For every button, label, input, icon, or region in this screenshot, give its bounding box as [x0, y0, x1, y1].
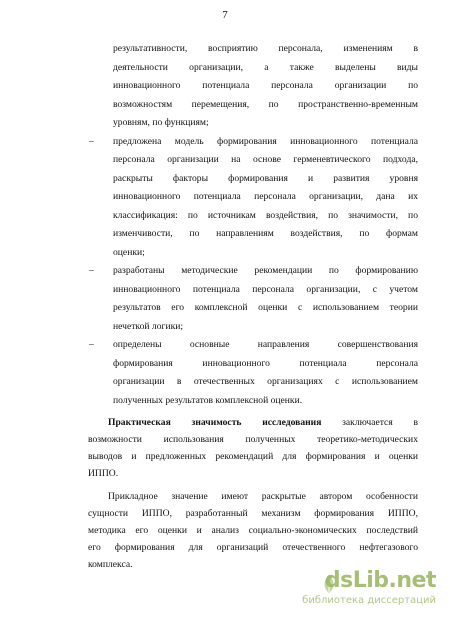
practical-significance-heading: Практическая значимость исследования: [108, 417, 322, 428]
text-line: формирования инновационного потенциала персонала: [113, 357, 418, 369]
text-line: его формирования для организаций отечественного нефтегазового: [88, 542, 418, 553]
document-body: [0, 40, 450, 573]
text-line: деятельности организации, а также выделены виды: [113, 61, 418, 73]
bullet-item: [89, 133, 418, 263]
text-line: сущности ИППО, разработанный механизм формирования ИППО,: [88, 508, 418, 519]
watermark-logo: dsLib.net: [324, 568, 436, 593]
text-fragment: заключается в: [342, 417, 418, 428]
text-line: предложена модель формирования инновационного потенциала: [113, 135, 418, 147]
text-line: полученных результатов комплексной оценки.: [113, 394, 303, 406]
text-line: раскрыты факторы формирования и развития уровня: [113, 172, 418, 184]
watermark-subtitle: библиотека диссертаций: [302, 595, 436, 606]
bullet-item: [89, 262, 418, 336]
bullet-item: [113, 40, 418, 133]
text-line: выводов и предложенных рекомендаций для формирования и оценки: [88, 451, 418, 462]
text-line: ИППО.: [88, 468, 119, 479]
text-line: возможности использования полученных теоретико-методических: [88, 434, 418, 445]
practical-significance-paragraph: [88, 414, 418, 482]
text-line: Прикладное значение имеют раскрытые автором особенности: [108, 491, 418, 502]
page-number: 7: [222, 9, 228, 21]
text-line: инновационного потенциала персонала организации, дана их: [113, 191, 418, 202]
text-line: персонала организации на основе герменевтического подхода,: [113, 154, 418, 165]
text-line: возможностям перемещения, по пространственно-временным: [113, 98, 418, 110]
bullet-item: [89, 336, 418, 410]
text-line: инновационного потенциала персонала организации по: [113, 80, 418, 91]
text-line: результатов его комплексной оценки с использованием теории: [113, 302, 418, 313]
text-line: оценки;: [113, 246, 145, 258]
applied-value-paragraph: [88, 488, 418, 573]
text-line: разработаны методические рекомендации по формированию: [113, 265, 418, 276]
text-line: инновационного потенциала персонала организации, с учетом: [113, 283, 418, 295]
text-line: изменчивости, по направлениям воздействия, по формам: [113, 228, 418, 239]
text-line: нечеткой логики;: [113, 320, 184, 332]
watermark: [246, 568, 436, 608]
text-line: организации в отечественных организациях с использованием: [113, 376, 418, 387]
bullet-dash: –: [89, 135, 94, 147]
text-line: определены основные направления совершенствования: [113, 339, 418, 350]
text-line: классификация: по источникам воздействия, по значимости, по: [113, 209, 418, 221]
text-line: [88, 414, 418, 431]
text-line: методика его оценки и анализ социально-экономических последствий: [88, 525, 418, 536]
bullet-dash: –: [89, 265, 94, 276]
text-line: уровням, по функциям;: [113, 117, 209, 128]
text-line: результативности, восприятию персонала, изменениям в: [113, 43, 418, 54]
text-line: комплекса.: [88, 559, 133, 570]
bullet-dash: –: [89, 339, 94, 350]
